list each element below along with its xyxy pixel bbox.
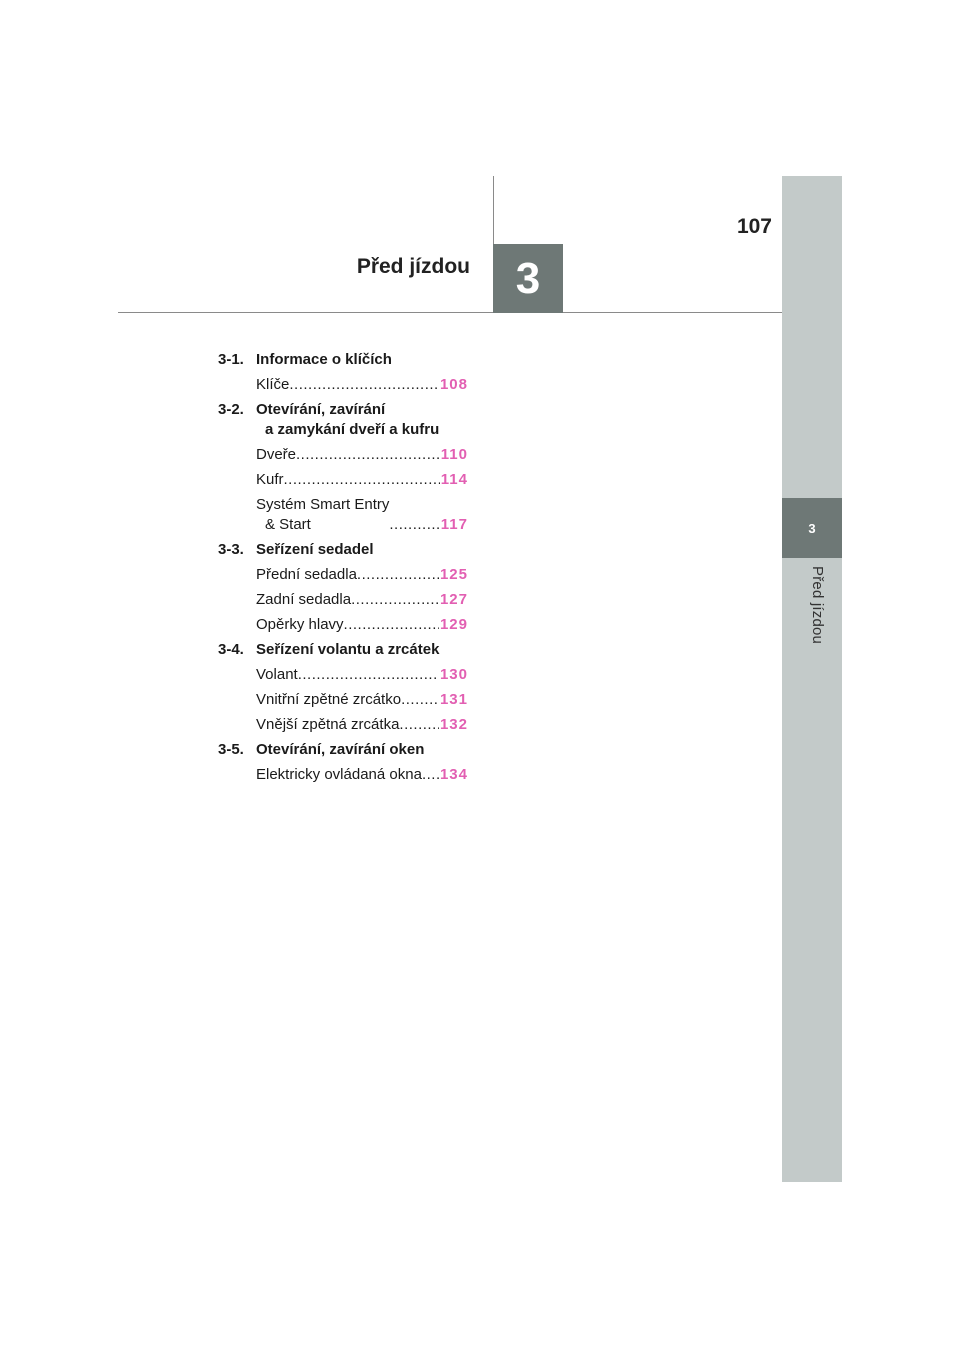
toc-entry-label-line: Přední sedadla	[256, 566, 357, 583]
toc-dot-leader	[344, 615, 439, 635]
toc-entry[interactable]	[256, 765, 468, 785]
toc-entry-label-line: Vnější zpětná zrcátka	[256, 716, 400, 733]
toc-dot-leader	[401, 690, 439, 710]
toc-page-link[interactable]: 114	[440, 471, 468, 488]
toc-entry-label-line: Opěrky hlavy	[256, 616, 344, 633]
toc-dot-leader	[284, 470, 440, 490]
toc-page-link[interactable]: 108	[439, 376, 468, 393]
toc-entry-label-line: Klíče	[256, 376, 290, 393]
toc-section-title	[256, 540, 374, 560]
header-horizontal-rule	[118, 312, 782, 313]
toc-section-number: 3-5.	[218, 741, 244, 758]
chapter-number-box	[493, 244, 563, 313]
toc-entry-label	[256, 765, 422, 785]
toc-entry-label-line: Elektricky ovládaná okna	[256, 766, 422, 783]
toc-entry-label	[256, 445, 296, 465]
toc-entry-label	[256, 590, 351, 610]
toc-page-link[interactable]: 117	[440, 516, 468, 533]
toc-dot-leader	[296, 445, 440, 465]
toc-section-title-line: Seřízení sedadel	[256, 541, 374, 558]
sidebar-chapter-tab[interactable]	[782, 498, 842, 558]
toc-page-link[interactable]: 131	[439, 691, 468, 708]
toc-entry-label	[256, 665, 298, 685]
page-number: 107	[736, 215, 772, 238]
toc-page-link[interactable]: 130	[439, 666, 468, 683]
toc-entry[interactable]	[256, 690, 468, 710]
toc-entry-label-line: Zadní sedadla	[256, 591, 352, 608]
toc-page-link[interactable]: 125	[439, 566, 468, 583]
toc-dot-leader	[399, 715, 439, 735]
toc-entry-label	[256, 715, 399, 735]
toc-entry[interactable]	[256, 665, 468, 685]
toc-section-title-line: Seřízení volantu a zrcátek	[256, 641, 440, 658]
toc-section-number: 3-4.	[218, 641, 244, 658]
toc-entry[interactable]	[256, 715, 468, 735]
toc-section-heading	[218, 350, 468, 370]
toc-entry-label	[256, 615, 344, 635]
toc-entry[interactable]	[256, 615, 468, 635]
toc-section-title	[256, 400, 439, 440]
toc-entry[interactable]	[256, 590, 468, 610]
toc-section-heading	[218, 740, 468, 760]
toc-entry-label	[256, 690, 401, 710]
toc-entry-label	[256, 565, 357, 585]
toc-entry-label-line: Vnitřní zpětné zrcátko	[256, 691, 402, 708]
toc-entry[interactable]	[256, 565, 468, 585]
toc-section-title-line: a zamykání dveří a kufru	[265, 421, 440, 438]
toc-section-title-line: Informace o klíčích	[256, 351, 392, 368]
toc-entry[interactable]	[256, 445, 468, 465]
toc-section-number: 3-2.	[218, 401, 244, 418]
toc-section-number: 3-3.	[218, 541, 244, 558]
toc-section-title	[256, 640, 439, 660]
toc-page-link[interactable]: 134	[439, 766, 468, 783]
toc-entry[interactable]	[256, 470, 468, 490]
toc-dot-leader	[357, 565, 439, 585]
toc-page-link[interactable]: 127	[439, 591, 468, 608]
toc-entry-label-line: Dveře	[256, 446, 297, 463]
chapter-number: 3	[515, 253, 541, 303]
toc-section-title	[256, 740, 424, 760]
toc-entry-label-line: Kufr	[256, 471, 284, 488]
chapter-title: Před jízdou	[356, 255, 470, 278]
toc-entry[interactable]	[256, 375, 468, 395]
toc-entry-label	[256, 495, 389, 535]
table-of-contents	[218, 346, 468, 790]
toc-section-title-line: Otevírání, zavírání oken	[256, 741, 425, 758]
toc-section-title-line: Otevírání, zavírání	[256, 401, 386, 418]
toc-dot-leader	[351, 590, 439, 610]
toc-dot-leader	[422, 765, 439, 785]
toc-section-number: 3-1.	[218, 351, 244, 368]
toc-entry-label	[256, 375, 289, 395]
toc-entry-label	[256, 470, 284, 490]
toc-dot-leader	[289, 375, 439, 395]
toc-dot-leader	[298, 665, 439, 685]
toc-page-link[interactable]: 129	[439, 616, 468, 633]
toc-dot-leader	[389, 515, 439, 535]
toc-entry-label-line: Volant	[256, 666, 298, 683]
toc-page-link[interactable]: 110	[440, 446, 468, 463]
toc-section-heading	[218, 640, 468, 660]
header-vertical-rule	[493, 176, 494, 244]
toc-section-title	[256, 350, 392, 370]
toc-entry-label-line: & Start	[265, 516, 311, 533]
chapter-sidebar	[782, 176, 842, 1182]
toc-entry-label-line: Systém Smart Entry	[256, 496, 390, 513]
toc-page-link[interactable]: 132	[439, 716, 468, 733]
sidebar-chapter-label: Před jízdou	[809, 566, 826, 645]
toc-section-heading	[218, 400, 468, 440]
sidebar-chapter-number: 3	[808, 520, 816, 536]
toc-section-heading	[218, 540, 468, 560]
toc-entry[interactable]	[256, 495, 468, 535]
